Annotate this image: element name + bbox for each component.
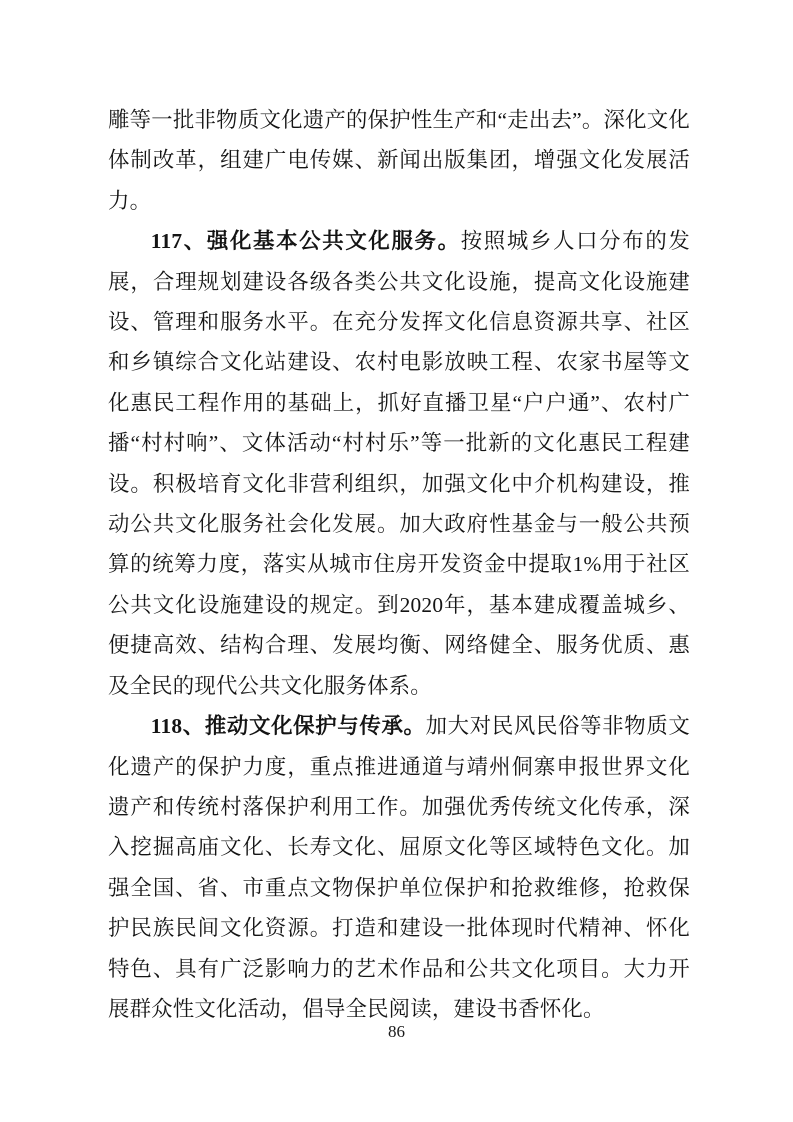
paragraph-continuation-text: 雕等一批非物质文化遗产的保护性生产和“走出去”。深化文化体制改革，组建广电传媒、新闻出版集团，增强文化发展活力。 [108, 108, 690, 213]
paragraph-item-118 [108, 706, 690, 1029]
page-number: 86 [388, 1022, 405, 1041]
paragraph-item-118-text: 加大对民风民俗等非物质文化遗产的保护力度，重点推进通道与靖州侗寨申报世界文化遗产和传统村落保护利用工作。加强优秀传统文化传承，深入挖掘高庙文化、长寿文化、屈原文化等区域特色文化。加强全国、省、市重点文物保护单位保护和抢救维修，抢救保护民族民间文化资源。打造和建设一批体现时代精神、怀化特色、具有广泛影响力的艺术作品和公共文化项目。大力开展群众性文化活动，倡导全民阅读，建设书香怀化。 [108, 714, 690, 1021]
paragraph-item-117-heading: 117、强化基本公共文化服务。 [150, 229, 461, 254]
paragraph-continuation [108, 100, 690, 221]
paragraph-item-117 [108, 221, 690, 706]
paragraph-item-118-heading: 118、推动文化保护与传承。 [150, 714, 426, 739]
paragraph-item-117-text: 按照城乡人口分布的发展，合理规划建设各级各类公共文化设施，提高文化设施建设、管理和服务水平。在充分发挥文化信息资源共享、社区和乡镇综合文化站建设、农村电影放映工程、农家书屋等文化惠民工程作用的基础上，抓好直播卫星“户户通”、农村广播“村村响”、文体活动“村村乐”等一批新的文化惠民工程建设。积极培育文化非营利组织，加强文化中介机构建设，推动公共文化服务社会化发展。加大政府性基金与一般公共预算的统筹力度，落实从城市住房开发资金中提取1%用于社区公共文化设施建设的规定。到2020年，基本建成覆盖城乡、便捷高效、结构合理、发展均衡、网络健全、服务优质、惠及全民的现代公共文化服务体系。 [108, 229, 690, 698]
document-body [108, 100, 690, 1029]
